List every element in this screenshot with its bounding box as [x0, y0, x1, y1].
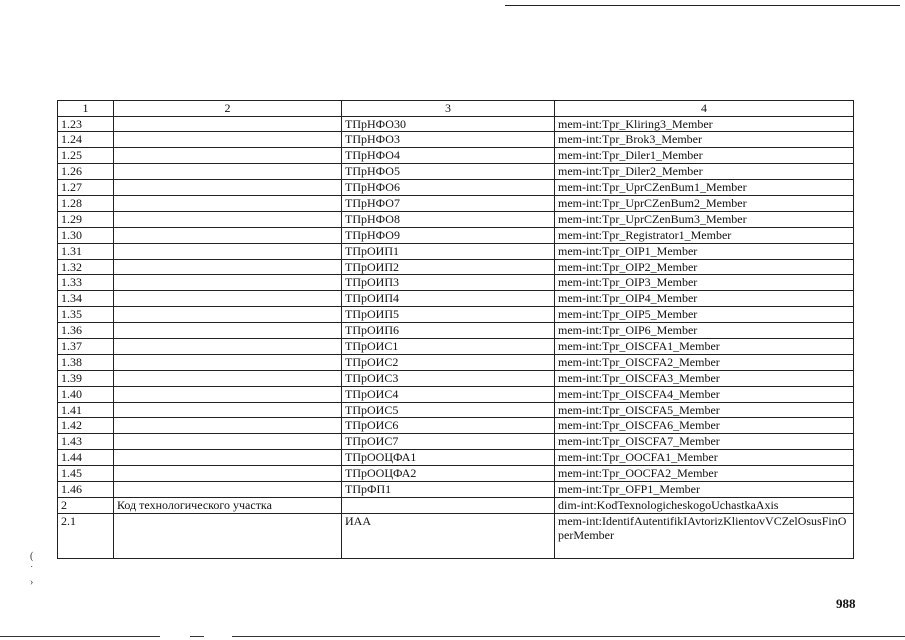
header-cell-3: 3 [342, 101, 555, 117]
page-number: 988 [836, 596, 856, 611]
cell-num: 1.32 [58, 259, 114, 275]
cell-code: ТПрОИП5 [342, 307, 555, 323]
cell-num: 1.27 [58, 180, 114, 196]
cell-member: mem-int:Tpr_OISCFA4_Member [555, 386, 854, 402]
cell-member: mem-int:Tpr_OISCFA1_Member [555, 338, 854, 354]
cell-num: 1.28 [58, 195, 114, 211]
cell-num: 1.34 [58, 291, 114, 307]
cell-name [114, 211, 342, 227]
cell-member: mem-int:Tpr_OIP2_Member [555, 259, 854, 275]
cell-name [114, 323, 342, 339]
cell-name [114, 307, 342, 323]
table-row [58, 370, 854, 386]
margin-mark-1: ( [30, 551, 34, 562]
table-row [58, 180, 854, 196]
cell-num: 1.40 [58, 386, 114, 402]
cell-num: 1.29 [58, 211, 114, 227]
table-row [58, 466, 854, 482]
cell-code: ТПрНФО9 [342, 227, 555, 243]
cell-code: ТПрОИП1 [342, 243, 555, 259]
cell-member: mem-int:Tpr_OOCFA1_Member [555, 450, 854, 466]
table-row [58, 354, 854, 370]
cell-code: ТПрНФО8 [342, 211, 555, 227]
table-row [58, 164, 854, 180]
cell-num: 1.36 [58, 323, 114, 339]
cell-code: ТПрНФО30 [342, 116, 555, 132]
table-row [58, 307, 854, 323]
cell-name [114, 338, 342, 354]
cell-num: 2.1 [58, 513, 114, 558]
cell-name [114, 227, 342, 243]
table-row [58, 116, 854, 132]
cell-num: 1.35 [58, 307, 114, 323]
cell-name [114, 148, 342, 164]
table-row [58, 434, 854, 450]
cell-member: mem-int:Tpr_Brok3_Member [555, 132, 854, 148]
cell-num: 1.44 [58, 450, 114, 466]
cell-name [114, 259, 342, 275]
table-row [58, 481, 854, 497]
cell-name [114, 418, 342, 434]
cell-name [114, 370, 342, 386]
cell-name [114, 195, 342, 211]
header-cell-1: 1 [58, 101, 114, 117]
cell-code: ТПрНФО5 [342, 164, 555, 180]
cell-num: 1.38 [58, 354, 114, 370]
bottom-rule-left [0, 636, 160, 637]
cell-member: dim-int:KodTexnologicheskogoUchastkaAxis [555, 497, 854, 513]
cell-code: ТПрОИП2 [342, 259, 555, 275]
table-row [58, 418, 854, 434]
cell-member: mem-int:Tpr_OIP1_Member [555, 243, 854, 259]
cell-code: ТПрНФО4 [342, 148, 555, 164]
cell-name [114, 132, 342, 148]
cell-name [114, 275, 342, 291]
cell-num: 1.23 [58, 116, 114, 132]
table-row [58, 195, 854, 211]
cell-num: 2 [58, 497, 114, 513]
cell-code: ТПрОИС6 [342, 418, 555, 434]
cell-name: Код технологического участка [114, 497, 342, 513]
cell-name [114, 402, 342, 418]
cell-num: 1.37 [58, 338, 114, 354]
header-row [58, 101, 854, 117]
cell-code: ТПрОИС3 [342, 370, 555, 386]
header-cell-4: 4 [555, 101, 854, 117]
cell-member: mem-int:Tpr_Kliring3_Member [555, 116, 854, 132]
cell-member: mem-int:Tpr_Diler2_Member [555, 164, 854, 180]
table-body [58, 101, 854, 559]
header-cell-2: 2 [114, 101, 342, 117]
cell-name [114, 386, 342, 402]
table-row [58, 227, 854, 243]
cell-member: mem-int:Tpr_Diler1_Member [555, 148, 854, 164]
cell-code: ТПрФП1 [342, 481, 555, 497]
cell-code: ТПрОИС1 [342, 338, 555, 354]
cell-name [114, 466, 342, 482]
bottom-rule-mid [190, 636, 204, 637]
cell-num: 1.41 [58, 402, 114, 418]
cell-num: 1.43 [58, 434, 114, 450]
cell-code: ТПрООЦФА2 [342, 466, 555, 482]
members-table [57, 100, 854, 559]
cell-member: mem-int:Tpr_OISCFA5_Member [555, 402, 854, 418]
cell-num: 1.45 [58, 466, 114, 482]
cell-name [114, 243, 342, 259]
cell-num: 1.42 [58, 418, 114, 434]
cell-code: ТПрОИС4 [342, 386, 555, 402]
cell-member: mem-int:Tpr_UprCZenBum2_Member [555, 195, 854, 211]
table-row [58, 259, 854, 275]
cell-member: mem-int:Tpr_Registrator1_Member [555, 227, 854, 243]
cell-member: mem-int:Tpr_OIP6_Member [555, 323, 854, 339]
table-row [58, 243, 854, 259]
table-row [58, 291, 854, 307]
cell-num: 1.31 [58, 243, 114, 259]
cell-code: ТПрОИС7 [342, 434, 555, 450]
cell-member: mem-int:Tpr_UprCZenBum3_Member [555, 211, 854, 227]
cell-member: mem-int:Tpr_OIP3_Member [555, 275, 854, 291]
cell-name [114, 291, 342, 307]
cell-name [114, 180, 342, 196]
margin-mark-2: ˙ [30, 565, 34, 576]
cell-code: ТПрОИП6 [342, 323, 555, 339]
table-row [58, 513, 854, 558]
cell-member: mem-int:Tpr_OFP1_Member [555, 481, 854, 497]
cell-member: mem-int:Tpr_OIP5_Member [555, 307, 854, 323]
cell-code: ТПрООЦФА1 [342, 450, 555, 466]
cell-member: mem-int:Tpr_OISCFA3_Member [555, 370, 854, 386]
cell-name [114, 481, 342, 497]
cell-member: mem-int:Tpr_OISCFA6_Member [555, 418, 854, 434]
cell-code: ТПрОИП3 [342, 275, 555, 291]
cell-member: mem-int:Tpr_OIP4_Member [555, 291, 854, 307]
cell-num: 1.39 [58, 370, 114, 386]
cell-member: mem-int:Tpr_OOCFA2_Member [555, 466, 854, 482]
cell-code: ТПрОИП4 [342, 291, 555, 307]
cell-name [114, 116, 342, 132]
table-row [58, 132, 854, 148]
cell-member: mem-int:Tpr_UprCZenBum1_Member [555, 180, 854, 196]
table-row [58, 402, 854, 418]
cell-num: 1.46 [58, 481, 114, 497]
cell-name [114, 450, 342, 466]
cell-name [114, 513, 342, 558]
table-row [58, 450, 854, 466]
table-row [58, 148, 854, 164]
cell-code: ИАА [342, 513, 555, 558]
cell-code [342, 497, 555, 513]
cell-name [114, 434, 342, 450]
cell-num: 1.30 [58, 227, 114, 243]
cell-num: 1.33 [58, 275, 114, 291]
cell-member: mem-int:Tpr_OISCFA7_Member [555, 434, 854, 450]
cell-num: 1.24 [58, 132, 114, 148]
table-row [58, 386, 854, 402]
table-row [58, 211, 854, 227]
cell-num: 1.25 [58, 148, 114, 164]
cell-name [114, 354, 342, 370]
cell-member: mem-int:Tpr_OISCFA2_Member [555, 354, 854, 370]
cell-code: ТПрНФО6 [342, 180, 555, 196]
table-row [58, 275, 854, 291]
cell-code: ТПрНФО3 [342, 132, 555, 148]
cell-name [114, 164, 342, 180]
cell-code: ТПрНФО7 [342, 195, 555, 211]
table-row [58, 338, 854, 354]
cell-num: 1.26 [58, 164, 114, 180]
cell-code: ТПрОИС2 [342, 354, 555, 370]
table-row [58, 323, 854, 339]
bottom-rule-right [232, 636, 905, 637]
cell-member: mem-int:IdentifAutentifikIAvtorizKlientovVCZelOsusFinOperMember [555, 513, 854, 558]
table-row [58, 497, 854, 513]
cell-code: ТПрОИС5 [342, 402, 555, 418]
margin-mark-3: › [30, 577, 34, 588]
top-rule [505, 5, 900, 6]
